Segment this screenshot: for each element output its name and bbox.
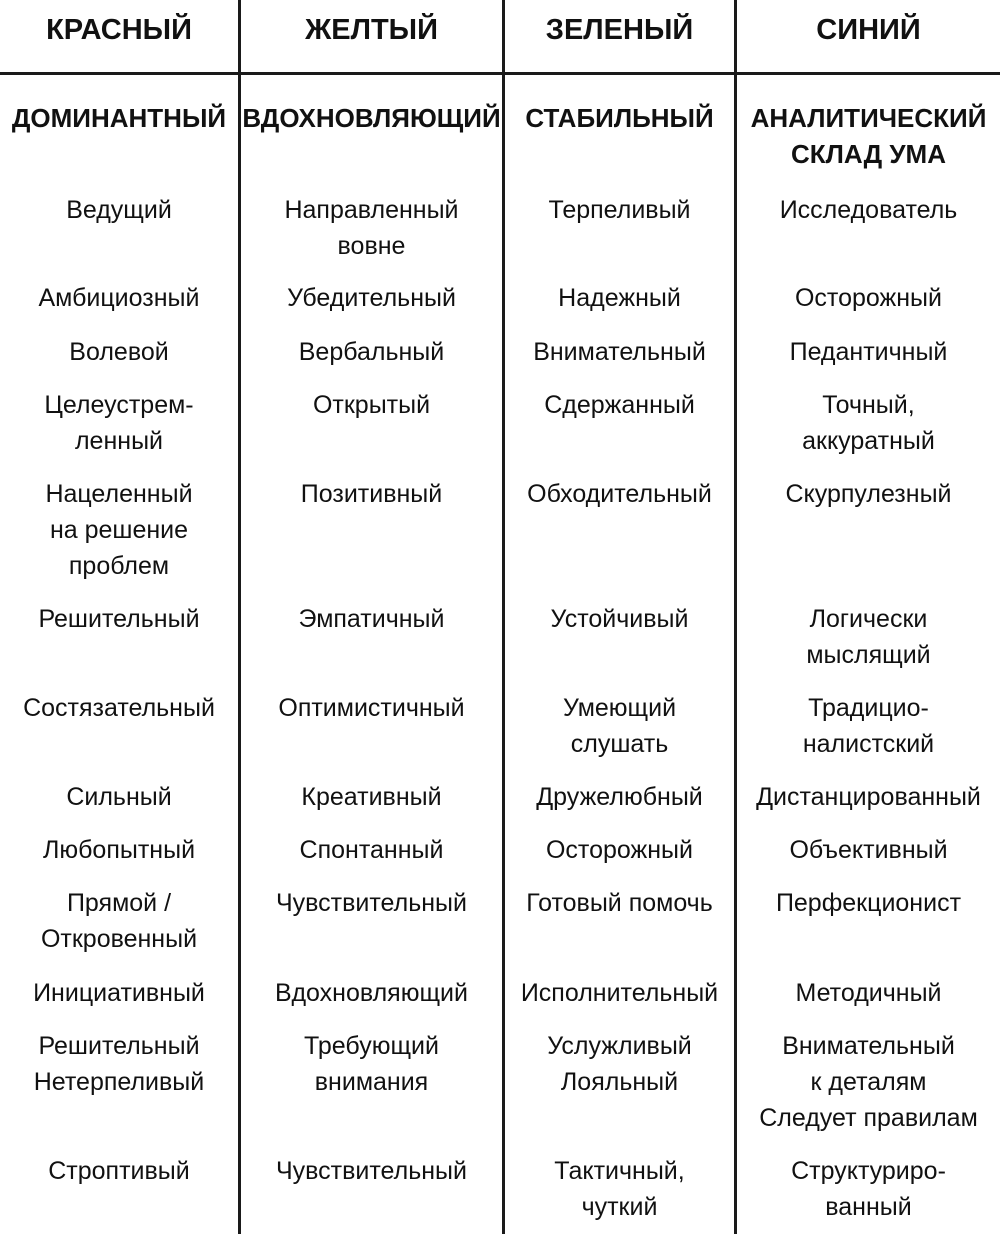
table-cell: Внимательный	[533, 338, 706, 366]
table-cell: Волевой	[69, 338, 169, 366]
table-cell: Открытый	[312, 391, 431, 419]
table-cell: Любопытный	[42, 836, 196, 864]
table-cell: Строптивый	[48, 1157, 190, 1185]
table-cell: Креативный	[301, 783, 442, 811]
table-cell: Оптимистичный	[278, 694, 465, 722]
table-cell: Решительный	[38, 605, 200, 633]
table-cell: Умеющий слушать	[562, 694, 677, 758]
table-cell: Исследователь	[779, 196, 958, 224]
table-cell: Педантичный	[789, 338, 948, 366]
header-divider	[0, 72, 1000, 75]
table-cell: ВДОХНОВЛЯЮЩИЙ	[242, 103, 501, 133]
table-cell: Нацеленный на решение проблем	[45, 480, 193, 580]
table-cell: АНАЛИТИЧЕСКИЙ СКЛАД УМА	[750, 103, 987, 169]
table-cell: Осторожный	[545, 836, 693, 864]
header-green: ЗЕЛЕНЫЙ	[545, 14, 694, 46]
header-red: КРАСНЫЙ	[46, 14, 192, 46]
table-cell: Точный, аккуратный	[802, 391, 935, 455]
header-yellow: ЖЕЛТЫЙ	[305, 14, 438, 46]
table-cell: Устойчивый	[550, 605, 689, 633]
table-cell: Решительный Нетерпеливый	[33, 1032, 205, 1096]
table-cell: Сильный	[66, 783, 172, 811]
table-cell: Амбициозный	[38, 284, 200, 312]
table-cell: Спонтанный	[299, 836, 444, 864]
table-cell: Инициативный	[33, 979, 205, 1007]
table-cell: Методичный	[795, 979, 942, 1007]
table-cell: Услужливый Лояльный	[547, 1032, 692, 1096]
table-cell: Прямой / Откровенный	[40, 889, 198, 953]
table-cell: СТАБИЛЬНЫЙ	[525, 103, 714, 133]
table-cell: Состязательный	[23, 694, 215, 722]
table-cell: Требующий внимания	[304, 1032, 439, 1096]
table-cell: Объективный	[789, 836, 948, 864]
table-cell: Структуриро- ванный	[791, 1157, 946, 1221]
table-cell: Готовый помочь	[526, 889, 713, 917]
table-cell: Чувствительный	[276, 1157, 467, 1185]
table-cell: Осторожный	[794, 284, 942, 312]
table-cell: Сдержанный	[544, 391, 695, 419]
table-cell: Убедительный	[287, 284, 456, 312]
table-cell: Скурпулезный	[785, 480, 952, 508]
table-cell: Ведущий	[66, 196, 172, 224]
table-cell: Тактичный, чуткий	[554, 1157, 685, 1221]
table-cell: Обходительный	[527, 480, 712, 508]
table-cell: Направленный вовне	[284, 196, 459, 260]
table-cell: Дистанцированный	[756, 783, 981, 811]
table-cell: Внимательный к деталям Следует правилам	[759, 1032, 978, 1132]
table-cell: Вдохновляющий	[275, 979, 468, 1007]
table-cell: Вербальный	[298, 338, 445, 366]
table-cell: Перфекционист	[775, 889, 962, 917]
table-cell: Исполнительный	[520, 979, 719, 1007]
table-cell: Традицио- налистский	[802, 694, 935, 758]
table-cell: Терпеливый	[548, 196, 691, 224]
table-cell: Дружелюбный	[536, 783, 703, 811]
table-cell: ДОМИНАНТНЫЙ	[11, 103, 227, 133]
table-cell: Эмпатичный	[298, 605, 445, 633]
table-cell: Чувствительный	[276, 889, 467, 917]
table-cell: Целеустрем- ленный	[44, 391, 194, 455]
table-cell: Позитивный	[300, 480, 443, 508]
table-cell: Надежный	[558, 284, 681, 312]
table-cell: Логически мыслящий	[806, 605, 931, 669]
header-blue: СИНИЙ	[816, 14, 921, 46]
